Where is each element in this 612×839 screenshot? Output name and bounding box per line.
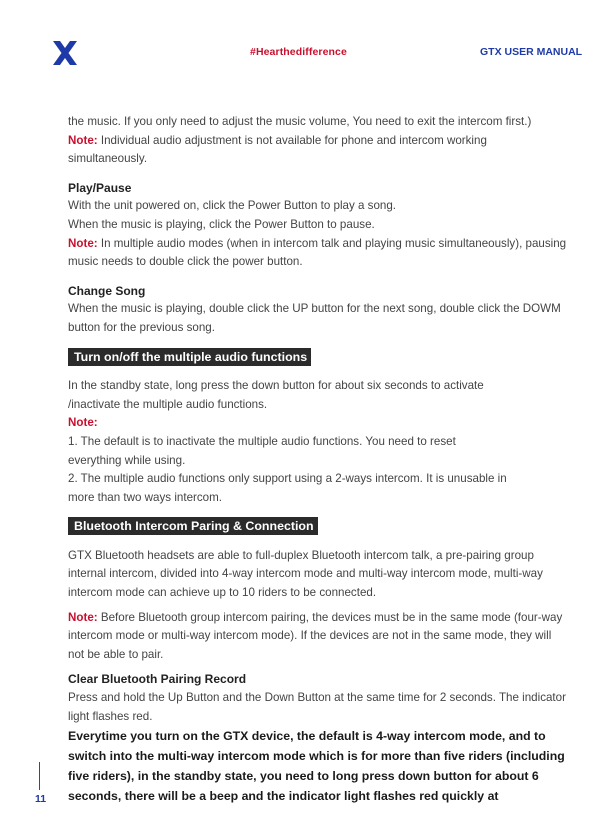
- play-pause-heading: Play/Pause: [68, 180, 132, 195]
- clear-pairing-heading: Clear Bluetooth Pairing Record: [68, 672, 247, 687]
- note-label: Note:: [68, 416, 98, 430]
- paragraph: Press and hold the Up Button and the Down Button at the same time for 2 seconds. The indicator light flashes red.: [68, 691, 566, 723]
- note-paragraph: [68, 609, 568, 665]
- page-number: 11: [35, 793, 47, 805]
- paragraph: When the music is playing, double click the UP button for the next song, double click the DOWM button for the previous song.: [68, 302, 561, 334]
- section-banner-multiple-audio: Turn on/off the multiple audio functions: [68, 348, 311, 366]
- list-item: 1. The default is to inactivate the multiple audio functions. You need to reset everything while using.: [68, 434, 456, 467]
- note-paragraph: [68, 235, 568, 272]
- x-logo-icon: [52, 40, 78, 66]
- note-text: In multiple audio modes (when in intercom talk and playing music simultaneously), pausing music needs to double click the power button.: [68, 236, 567, 269]
- paragraph: GTX Bluetooth headsets are able to full-duplex Bluetooth intercom talk, a pre-pairing group internal intercom, divided into 4-way intercom mode and multi-way intercom mode, multi-way intercom mode can achieve up to 10 riders to be connected.: [68, 548, 543, 600]
- paragraph: the music. If you only need to adjust the music volume, You need to exit the intercom first.): [68, 115, 532, 128]
- manual-title: GTX USER MANUAL: [480, 46, 583, 58]
- paragraph: With the unit powered on, click the Power Button to play a song.: [68, 199, 397, 213]
- list-item: 2. The multiple audio functions only support using a 2-ways intercom. It is unusable in more than two ways intercom.: [68, 472, 507, 504]
- note-label: Note:: [68, 610, 98, 624]
- page-margin-line: [39, 762, 40, 790]
- note-text: Before Bluetooth group intercom pairing, the devices must be in the same mode (four-way intercom mode or multi-way intercom mode). If the devices are not in the same mode, they will not be able to pair.: [68, 610, 563, 661]
- paragraph: When the music is playing, click the Power Button to pause.: [68, 217, 375, 231]
- note-text: Individual audio adjustment is not available for phone and intercom working simultaneously.: [68, 133, 487, 166]
- note-label: Note:: [68, 236, 98, 250]
- section-banner-bluetooth-intercom: Bluetooth Intercom Paring & Connection: [68, 517, 318, 535]
- page-content: [68, 113, 568, 806]
- paragraph: In the standby state, long press the down button for about six seconds to activate /inactivate the multiple audio functions.: [68, 379, 484, 411]
- note-paragraph: [68, 132, 568, 169]
- bold-paragraph: Everytime you turn on the GTX device, the default is 4-way intercom mode, and to switch into the multi-way intercom mode which is for more than five riders (including five riders), in the standby state, you need to long press down button for about 6 seconds, there will be a beep and the indicator light flashes red quickly at: [68, 729, 565, 804]
- change-song-heading: Change Song: [68, 283, 146, 298]
- hashtag-tagline: #Hearthedifference: [250, 46, 347, 58]
- note-label: Note:: [68, 133, 98, 147]
